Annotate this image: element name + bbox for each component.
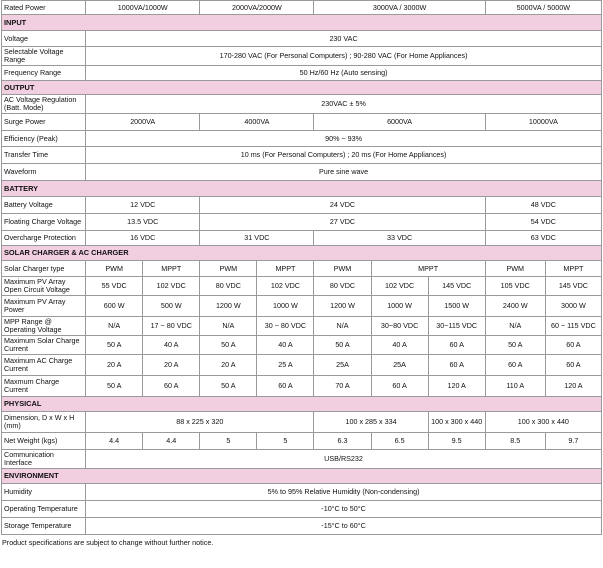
cell: 20 A bbox=[86, 355, 143, 376]
table-row bbox=[2, 412, 602, 433]
table-row bbox=[2, 231, 602, 246]
cell: -10°C to 50°C bbox=[86, 501, 602, 518]
table-row bbox=[2, 317, 602, 336]
table-row bbox=[2, 164, 602, 181]
row-label: Battery Voltage bbox=[2, 197, 86, 214]
cell: 145 VDC bbox=[545, 277, 601, 296]
cell: 1000VA/1000W bbox=[86, 1, 200, 15]
cell: 1000 W bbox=[371, 296, 428, 317]
section-title: INPUT bbox=[2, 15, 602, 31]
cell: 102 VDC bbox=[143, 277, 200, 296]
cell: 10 ms (For Personal Computers) ; 20 ms (For Home Appliances) bbox=[86, 147, 602, 164]
row-label: Overcharge Protection bbox=[2, 231, 86, 246]
section-title: PHYSICAL bbox=[2, 397, 602, 412]
table-row bbox=[2, 261, 602, 277]
row-label: Net Weight (kgs) bbox=[2, 433, 86, 450]
cell: N/A bbox=[200, 317, 257, 336]
section-header bbox=[2, 15, 602, 31]
table-row bbox=[2, 114, 602, 131]
cell: 70 A bbox=[314, 376, 371, 397]
cell: MPPT bbox=[371, 261, 485, 277]
cell: 5 bbox=[200, 433, 257, 450]
cell: 230VAC ± 5% bbox=[86, 95, 602, 114]
cell: N/A bbox=[314, 317, 371, 336]
cell: 60 A bbox=[428, 336, 485, 355]
cell: 5000VA / 5000W bbox=[485, 1, 601, 15]
table-row bbox=[2, 47, 602, 66]
cell: 55 VDC bbox=[86, 277, 143, 296]
cell: 27 VDC bbox=[200, 214, 485, 231]
section-header bbox=[2, 246, 602, 261]
cell: 120 A bbox=[545, 376, 601, 397]
cell: 60 A bbox=[485, 355, 545, 376]
cell: 100 x 285 x 334 bbox=[314, 412, 428, 433]
row-label: Waveform bbox=[2, 164, 86, 181]
row-label: Frequency Range bbox=[2, 66, 86, 81]
row-label: Solar Charger type bbox=[2, 261, 86, 277]
cell: 48 VDC bbox=[485, 197, 601, 214]
cell: 6000VA bbox=[314, 114, 485, 131]
cell: N/A bbox=[86, 317, 143, 336]
row-label: Communication Interface bbox=[2, 450, 86, 469]
table-row bbox=[2, 376, 602, 397]
row-label: Transfer Time bbox=[2, 147, 86, 164]
cell: 24 VDC bbox=[200, 197, 485, 214]
cell: 1500 W bbox=[428, 296, 485, 317]
cell: 110 A bbox=[485, 376, 545, 397]
table-row bbox=[2, 355, 602, 376]
row-label: MPP Range @ Operating Voltage bbox=[2, 317, 86, 336]
cell: -15°C to 60°C bbox=[86, 518, 602, 535]
cell: 4000VA bbox=[200, 114, 314, 131]
table-row bbox=[2, 336, 602, 355]
cell: 9.5 bbox=[428, 433, 485, 450]
cell: 2000VA bbox=[86, 114, 200, 131]
section-title: SOLAR CHARGER & AC CHARGER bbox=[2, 246, 602, 261]
cell: PWM bbox=[200, 261, 257, 277]
cell: 30 ~ 80 VDC bbox=[257, 317, 314, 336]
section-header bbox=[2, 181, 602, 197]
cell: 50 Hz/60 Hz (Auto sensing) bbox=[86, 66, 602, 81]
row-label: Efficiency (Peak) bbox=[2, 131, 86, 147]
row-label: AC Voltage Regulation (Batt. Mode) bbox=[2, 95, 86, 114]
cell: 80 VDC bbox=[314, 277, 371, 296]
cell: 50 A bbox=[86, 336, 143, 355]
cell: 145 VDC bbox=[428, 277, 485, 296]
cell: 60 A bbox=[428, 355, 485, 376]
row-label: Maximum AC Charge Current bbox=[2, 355, 86, 376]
cell: 1000 W bbox=[257, 296, 314, 317]
cell: 63 VDC bbox=[485, 231, 601, 246]
cell: 40 A bbox=[257, 336, 314, 355]
cell: PWM bbox=[314, 261, 371, 277]
cell: 25 A bbox=[257, 355, 314, 376]
cell: 170-280 VAC (For Personal Computers) ; 90-280 VAC (For Home Appliances) bbox=[86, 47, 602, 66]
table-row bbox=[2, 277, 602, 296]
cell: 40 A bbox=[143, 336, 200, 355]
cell: N/A bbox=[485, 317, 545, 336]
cell: 50 A bbox=[86, 376, 143, 397]
cell: 230 VAC bbox=[86, 31, 602, 47]
cell: 5% to 95% Relative Humidity (Non-condensing) bbox=[86, 484, 602, 501]
cell: USB/RS232 bbox=[86, 450, 602, 469]
cell: 6.3 bbox=[314, 433, 371, 450]
section-title: BATTERY bbox=[2, 181, 602, 197]
cell: 3000VA / 3000W bbox=[314, 1, 485, 15]
row-label: Operating Temperature bbox=[2, 501, 86, 518]
cell: 54 VDC bbox=[485, 214, 601, 231]
cell: 60 A bbox=[545, 355, 601, 376]
table-row bbox=[2, 433, 602, 450]
cell: 50 A bbox=[485, 336, 545, 355]
cell: 17 ~ 80 VDC bbox=[143, 317, 200, 336]
cell: 12 VDC bbox=[86, 197, 200, 214]
row-label: Maxmum Charge Current bbox=[2, 376, 86, 397]
section-header bbox=[2, 397, 602, 412]
row-label: Dimension, D x W x H (mm) bbox=[2, 412, 86, 433]
cell: 10000VA bbox=[485, 114, 601, 131]
table-row bbox=[2, 66, 602, 81]
cell: 50 A bbox=[314, 336, 371, 355]
cell: 600 W bbox=[86, 296, 143, 317]
cell: 50 A bbox=[200, 376, 257, 397]
cell: 80 VDC bbox=[200, 277, 257, 296]
cell: 2000VA/2000W bbox=[200, 1, 314, 15]
table-row bbox=[2, 518, 602, 535]
cell: 30~115 VDC bbox=[428, 317, 485, 336]
cell: 13.5 VDC bbox=[86, 214, 200, 231]
cell: 120 A bbox=[428, 376, 485, 397]
cell: Pure sine wave bbox=[86, 164, 602, 181]
table-row bbox=[2, 296, 602, 317]
table-row bbox=[2, 450, 602, 469]
cell: 20 A bbox=[200, 355, 257, 376]
table-row bbox=[2, 501, 602, 518]
table-row bbox=[2, 214, 602, 231]
cell: 31 VDC bbox=[200, 231, 314, 246]
row-label: Floating Charge Voltage bbox=[2, 214, 86, 231]
cell: 1200 W bbox=[200, 296, 257, 317]
row-label: Voltage bbox=[2, 31, 86, 47]
cell: 30~80 VDC bbox=[371, 317, 428, 336]
cell: 25A bbox=[371, 355, 428, 376]
cell: 6.5 bbox=[371, 433, 428, 450]
section-header bbox=[2, 81, 602, 95]
table-row bbox=[2, 1, 602, 15]
row-label: Storage Temperature bbox=[2, 518, 86, 535]
cell: 102 VDC bbox=[257, 277, 314, 296]
cell: 16 VDC bbox=[86, 231, 200, 246]
cell: 5 bbox=[257, 433, 314, 450]
cell: 9.7 bbox=[545, 433, 601, 450]
cell: 25A bbox=[314, 355, 371, 376]
cell: MPPT bbox=[143, 261, 200, 277]
cell: 33 VDC bbox=[314, 231, 485, 246]
table-row bbox=[2, 95, 602, 114]
table-row bbox=[2, 31, 602, 47]
cell: 20 A bbox=[143, 355, 200, 376]
cell: 60 A bbox=[257, 376, 314, 397]
row-label: Maximum PV Array Power bbox=[2, 296, 86, 317]
cell: 60 A bbox=[143, 376, 200, 397]
section-title: OUTPUT bbox=[2, 81, 602, 95]
cell: PWM bbox=[86, 261, 143, 277]
table-row bbox=[2, 131, 602, 147]
cell: 88 x 225 x 320 bbox=[86, 412, 314, 433]
cell: 90% ~ 93% bbox=[86, 131, 602, 147]
row-label: Maximum Solar Charge Current bbox=[2, 336, 86, 355]
cell: 60 A bbox=[371, 376, 428, 397]
cell: 8.5 bbox=[485, 433, 545, 450]
cell: 102 VDC bbox=[371, 277, 428, 296]
cell: 4.4 bbox=[86, 433, 143, 450]
cell: 4.4 bbox=[143, 433, 200, 450]
cell: MPPT bbox=[545, 261, 601, 277]
row-label: Humidity bbox=[2, 484, 86, 501]
row-label: Maximum PV Array Open Circuit Voltage bbox=[2, 277, 86, 296]
section-title: ENVIRONMENT bbox=[2, 469, 602, 484]
cell: 1200 W bbox=[314, 296, 371, 317]
cell: 60 ~ 115 VDC bbox=[545, 317, 601, 336]
row-label: Selectable Voltage Range bbox=[2, 47, 86, 66]
cell: MPPT bbox=[257, 261, 314, 277]
table-row bbox=[2, 147, 602, 164]
cell: 100 x 300 x 440 bbox=[485, 412, 601, 433]
cell: 100 x 300 x 440 bbox=[428, 412, 485, 433]
cell: PWM bbox=[485, 261, 545, 277]
cell: 60 A bbox=[545, 336, 601, 355]
cell: 50 A bbox=[200, 336, 257, 355]
cell: 40 A bbox=[371, 336, 428, 355]
cell: 3000 W bbox=[545, 296, 601, 317]
table-row bbox=[2, 484, 602, 501]
cell: 500 W bbox=[143, 296, 200, 317]
table-row bbox=[2, 197, 602, 214]
row-label: Rated Power bbox=[2, 1, 86, 15]
footnote: Product specifications are subject to change without further notice. bbox=[2, 538, 214, 547]
cell: 2400 W bbox=[485, 296, 545, 317]
section-header bbox=[2, 469, 602, 484]
row-label: Surge Power bbox=[2, 114, 86, 131]
cell: 105 VDC bbox=[485, 277, 545, 296]
spec-table bbox=[1, 0, 602, 535]
